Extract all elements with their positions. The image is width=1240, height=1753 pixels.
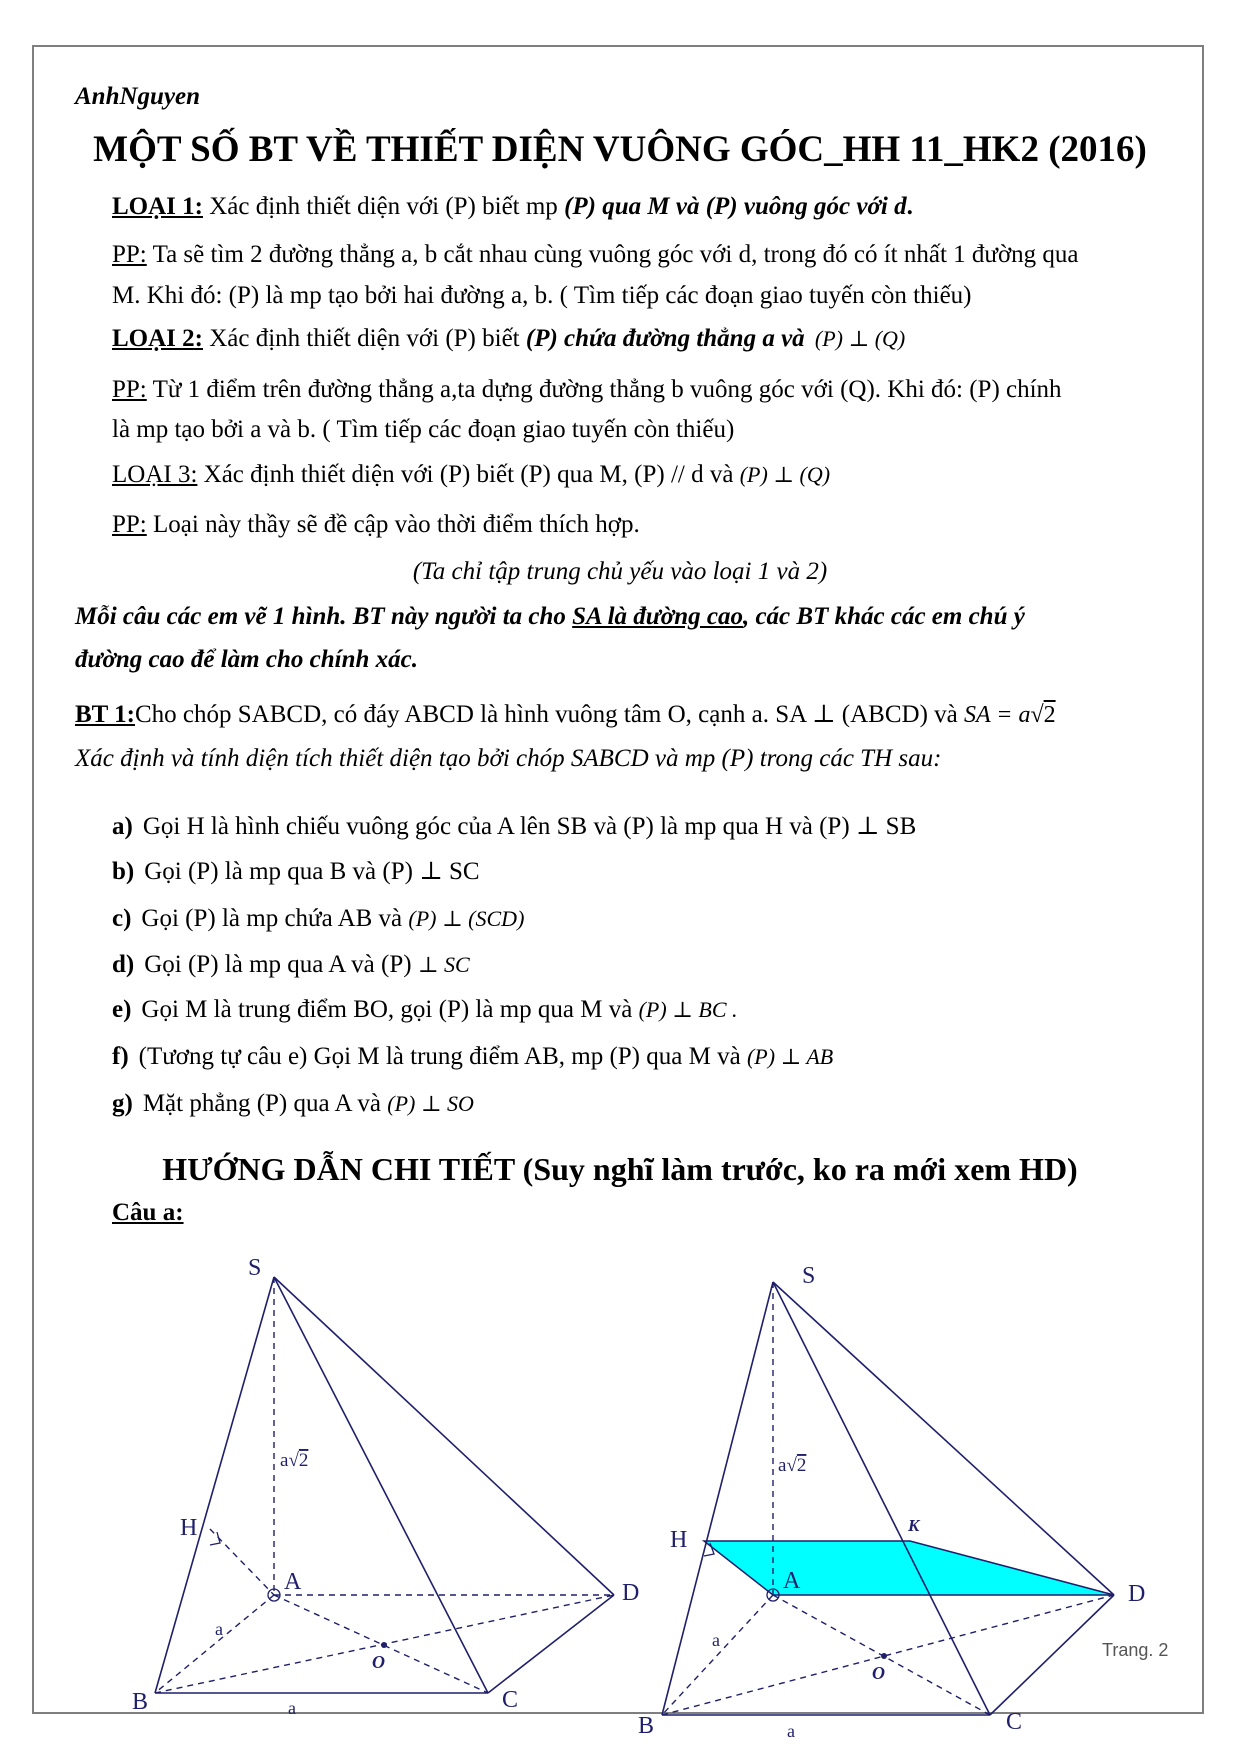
exercise-item-math: (P) ⊥ BC . xyxy=(638,997,738,1022)
label-a: A xyxy=(284,1569,302,1595)
exercise-item-text: Gọi (P) là mp chứa AB và xyxy=(141,905,409,932)
pp1-label: PP: xyxy=(112,241,147,268)
exercise-item-label: a) xyxy=(112,813,133,840)
label-b: B xyxy=(132,1689,149,1715)
exercise-item xyxy=(112,810,916,844)
point-o xyxy=(881,1653,887,1659)
segment-ah xyxy=(210,1529,274,1595)
figure-1 xyxy=(120,1255,640,1715)
pp1-line1 xyxy=(112,238,1079,272)
exercise-item-text: Mặt phẳng (P) qua A và xyxy=(142,1090,388,1117)
label-edge-bc: a xyxy=(787,1721,795,1741)
pp2-label: PP: xyxy=(112,376,147,403)
right-angle-h xyxy=(210,1532,220,1545)
label-edge-ab: a xyxy=(215,1619,223,1639)
loai1-text: Xác định thiết diện với (P) biết mp xyxy=(202,193,565,220)
diag-bd xyxy=(662,1595,1114,1715)
edge-cd xyxy=(488,1595,614,1693)
note-text-b: , các BT khác các em chú ý xyxy=(742,603,1025,630)
height-sqrt-value: 2 xyxy=(796,1455,807,1476)
exercise-prompt: Xác định và tính diện tích thiết diện tạo bởi chóp SABCD và mp (P) trong các TH sau: xyxy=(75,745,942,772)
exercise-item xyxy=(112,855,480,889)
exercise-label: BT 1: xyxy=(75,701,135,728)
pp1-text1: Ta sẽ tìm 2 đường thẳng a, b cắt nhau cùng vuông góc với d, trong đó có ít nhất 1 đường qua xyxy=(146,241,1079,268)
point-o xyxy=(381,1642,387,1648)
edge-sd xyxy=(274,1277,614,1595)
exercise-item xyxy=(112,902,524,936)
exercise-item-text: Gọi (P) là mp qua A và (P) xyxy=(144,951,418,978)
edge-ab xyxy=(155,1595,274,1693)
math-sqrt-value: 2 xyxy=(1043,702,1056,728)
edge-ab xyxy=(662,1595,773,1715)
note-underlined: SA là đường cao xyxy=(572,603,743,630)
label-h: H xyxy=(180,1515,198,1541)
page-number: Trang. 2 xyxy=(1102,1640,1169,1660)
exercise-item-text: (Tương tự câu e) Gọi M là trung điểm AB, mp (P) qua M và xyxy=(138,1043,747,1070)
label-c: C xyxy=(1006,1709,1023,1735)
pp1-line2: M. Khi đó: (P) là mp tạo bởi hai đường a, b. ( Tìm tiếp các đoạn giao tuyến còn thiếu) xyxy=(112,282,972,309)
label-a: A xyxy=(783,1568,801,1594)
exercise-item-text: Gọi H là hình chiếu vuông góc của A lên SB và (P) là mp qua H và (P) ⊥ SB xyxy=(142,813,917,840)
exercise-item xyxy=(112,948,470,982)
exercise-item-text: Gọi M là trung điểm BO, gọi (P) là mp qua M và xyxy=(141,996,639,1023)
label-b: B xyxy=(638,1713,655,1739)
label-c: C xyxy=(502,1687,519,1713)
focus-note: (Ta chỉ tập trung chủ yếu vào loại 1 và 2) xyxy=(412,558,828,585)
edge-cd xyxy=(990,1595,1114,1715)
label-o: O xyxy=(372,1652,385,1672)
label-s: S xyxy=(802,1263,816,1289)
label-height xyxy=(778,1455,806,1476)
exercise-math xyxy=(964,702,1056,728)
loai1-end: . xyxy=(906,193,913,220)
note-line1 xyxy=(75,600,1025,634)
loai3-line xyxy=(112,458,830,492)
height-sqrt-symbol: √ xyxy=(786,1455,797,1476)
loai2-text: Xác định thiết diện với (P) biết xyxy=(202,325,526,352)
label-s: S xyxy=(248,1255,262,1281)
pp2-line2: là mp tạo bởi a và b. ( Tìm tiếp các đoạn giao tuyến còn thiếu) xyxy=(112,416,735,443)
math-sa: SA = a xyxy=(964,702,1031,728)
label-k: K xyxy=(908,1516,920,1535)
exercise-item xyxy=(112,993,738,1027)
label-edge-bc: a xyxy=(288,1698,296,1715)
cau-a-label: Câu a: xyxy=(112,1199,184,1226)
height-sqrt-value: 2 xyxy=(298,1450,309,1471)
height-a: a xyxy=(778,1455,787,1476)
loai2-math: (P) ⊥ (Q) xyxy=(814,326,906,351)
loai2-label: LOẠI 2: xyxy=(112,325,203,352)
loai1-line xyxy=(112,190,913,224)
label-h: H xyxy=(670,1527,688,1553)
sqrt-symbol: √ xyxy=(1030,702,1044,728)
loai3-math: (P) ⊥ (Q) xyxy=(739,462,831,487)
label-d: D xyxy=(622,1580,640,1606)
figure-2 xyxy=(630,1255,1170,1750)
cross-section-hkda xyxy=(704,1541,1114,1595)
exercise-item-label: f) xyxy=(112,1043,129,1070)
loai1-emph: (P) qua M và (P) vuông góc với d xyxy=(564,193,907,220)
loai3-label: LOẠI 3: xyxy=(112,461,198,488)
loai1-label: LOẠI 1: xyxy=(112,193,203,220)
exercise-item-label: e) xyxy=(112,996,132,1023)
loai3-text: Xác định thiết diện với (P) biết (P) qua M, (P) // d và xyxy=(197,461,740,488)
exercise-item-label: g) xyxy=(112,1090,133,1117)
exercise-item-label: c) xyxy=(112,905,132,932)
exercise-item-math: (P) ⊥ (SCD) xyxy=(408,906,525,931)
edge-sb xyxy=(662,1282,773,1715)
edge-sc xyxy=(773,1282,990,1715)
pp3-line xyxy=(112,508,640,542)
label-o: O xyxy=(872,1663,885,1683)
pp2-text1: Từ 1 điểm trên đường thẳng a,ta dựng đường thẳng b vuông góc với (Q). Khi đó: (P) chính xyxy=(146,376,1062,403)
edge-sc xyxy=(274,1277,488,1693)
label-edge-ab: a xyxy=(712,1630,720,1650)
label-d: D xyxy=(1128,1581,1146,1607)
pp2-line1 xyxy=(112,373,1062,407)
height-a: a xyxy=(280,1450,289,1471)
loai2-line xyxy=(112,322,905,356)
exercise-item xyxy=(112,1087,474,1121)
exercise-item-label: d) xyxy=(112,951,135,978)
diag-ac xyxy=(274,1595,488,1693)
exercise-item-text: Gọi (P) là mp qua B và (P) ⊥ SC xyxy=(144,858,480,885)
exercise-item xyxy=(112,1040,833,1074)
note-text-a: Mỗi câu các em vẽ 1 hình. BT này người ta cho xyxy=(75,603,573,630)
guide-heading: HƯỚNG DẪN CHI TIẾT (Suy nghĩ làm trước, ko ra mới xem HD) xyxy=(162,1151,1078,1187)
pp3-label: PP: xyxy=(112,511,147,538)
label-height xyxy=(280,1450,308,1471)
exercise-item-math: ⊥ SC xyxy=(417,952,470,977)
exercise-item-math: (P) ⊥ AB xyxy=(746,1044,834,1069)
height-sqrt-symbol: √ xyxy=(288,1450,299,1471)
page-title: MỘT SỐ BT VỀ THIẾT DIỆN VUÔNG GÓC_HH 11_HK2 (2016) xyxy=(93,129,1147,170)
pp3-text: Loại này thầy sẽ đề cập vào thời điểm thích hợp. xyxy=(146,511,640,538)
note-line2: đường cao để làm cho chính xác. xyxy=(75,646,418,673)
exercise-item-label: b) xyxy=(112,858,135,885)
exercise-line xyxy=(75,698,1056,732)
exercise-text: Cho chóp SABCD, có đáy ABCD là hình vuông tâm O, cạnh a. SA ⊥ (ABCD) và xyxy=(134,701,965,728)
author: AnhNguyen xyxy=(75,83,201,110)
loai2-emph: (P) chứa đường thẳng a và xyxy=(525,325,805,352)
exercise-item-math: (P) ⊥ SO xyxy=(387,1091,474,1116)
